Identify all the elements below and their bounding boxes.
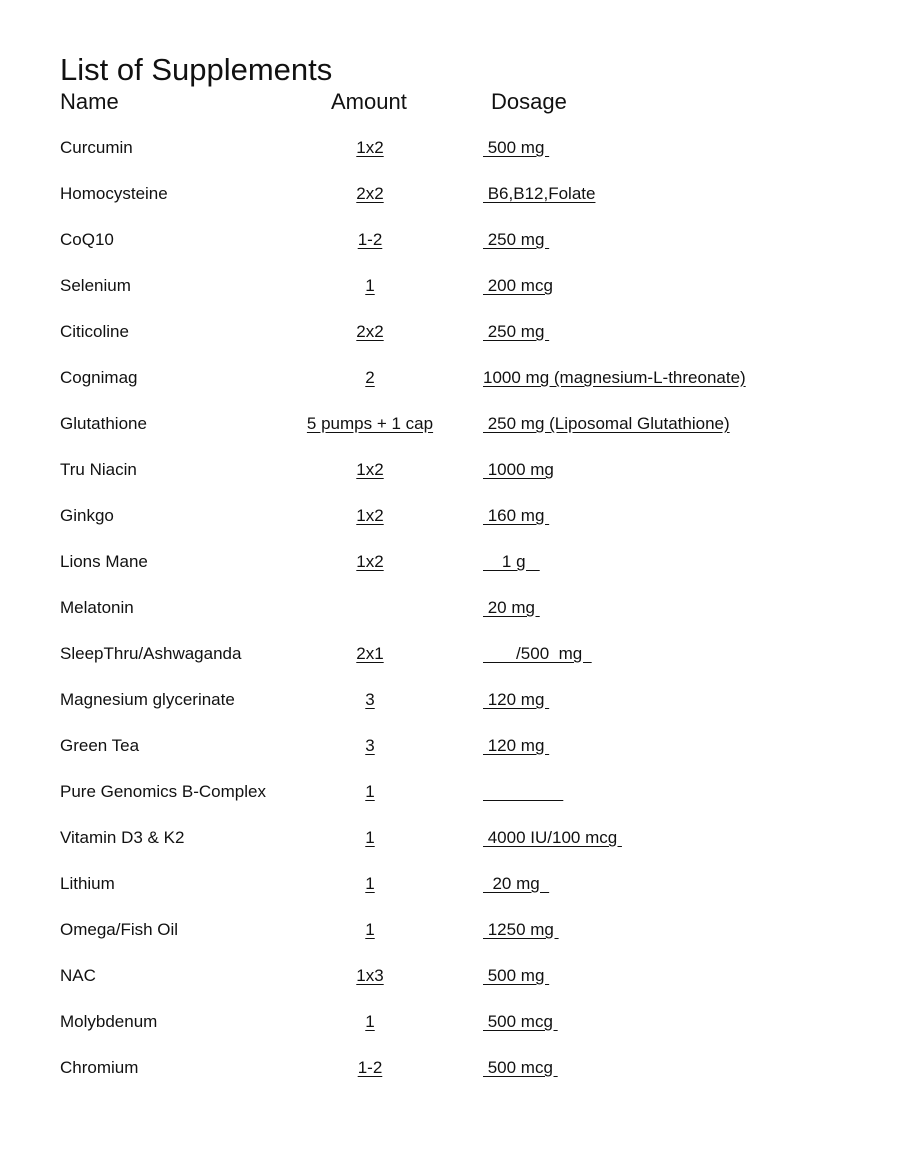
supplement-amount: 1 [365, 276, 375, 295]
supplement-name: Omega/Fish Oil [60, 920, 179, 939]
supplement-dosage: 120 mg [483, 736, 550, 755]
supplement-row [0, 735, 906, 759]
supplement-amount: 2x1 [356, 644, 384, 663]
supplement-dosage: 250 mg [483, 322, 550, 341]
supplement-name: Glutathione [60, 414, 147, 433]
supplement-dosage: 500 mg [483, 138, 550, 157]
supplement-name: Chromium [60, 1058, 139, 1077]
supplement-row [0, 1011, 906, 1035]
supplement-row [0, 689, 906, 713]
supplement-amount: 1 [365, 828, 375, 847]
supplement-amount: 1x2 [356, 138, 384, 157]
supplement-name: Ginkgo [60, 506, 114, 525]
supplement-name: Melatonin [60, 598, 134, 617]
supplement-row [0, 643, 906, 667]
supplement-amount: 1x2 [356, 460, 384, 479]
supplement-amount: 2 [365, 368, 375, 387]
page-title: List of Supplements [60, 52, 333, 87]
supplement-dosage: 200 mcg [483, 276, 553, 295]
supplement-name: Green Tea [60, 736, 140, 755]
supplement-amount: 1x3 [356, 966, 384, 985]
supplement-row [0, 551, 906, 575]
supplement-dosage: 500 mg [483, 966, 550, 985]
supplement-row [0, 597, 906, 621]
supplement-name: CoQ10 [60, 230, 114, 249]
supplement-amount: 3 [365, 736, 375, 755]
supplement-row [0, 873, 906, 897]
supplement-row [0, 919, 906, 943]
supplement-row [0, 505, 906, 529]
supplement-dosage: 250 mg [483, 230, 550, 249]
column-header-dosage: Dosage [491, 89, 567, 114]
supplement-name: Selenium [60, 276, 131, 295]
supplement-dosage: 500 mcg [483, 1012, 558, 1031]
supplement-row [0, 1057, 906, 1081]
supplement-dosage: 4000 IU/100 mcg [483, 828, 622, 847]
supplement-name: Lithium [60, 874, 115, 893]
supplement-name: Cognimag [60, 368, 138, 387]
column-header-name: Name [60, 89, 119, 114]
supplement-dosage: 20 mg [483, 874, 550, 893]
supplement-dosage: 500 mcg [483, 1058, 558, 1077]
supplement-dosage: 160 mg [483, 506, 550, 525]
supplement-dosage: 1000 mg [483, 460, 554, 479]
supplement-name: NAC [60, 966, 96, 985]
supplement-dosage [483, 781, 563, 803]
supplement-name: Magnesium glycerinate [60, 690, 235, 709]
supplement-amount: 1-2 [357, 1058, 383, 1077]
supplement-row [0, 459, 906, 483]
supplement-dosage: 1000 mg (magnesium-L-threonate) [483, 368, 746, 387]
supplement-dosage: /500 mg [483, 644, 592, 663]
supplement-name: Citicoline [60, 322, 129, 341]
supplement-dosage: 1 g [483, 552, 540, 571]
supplement-amount: 1 [365, 874, 375, 893]
supplement-amount: 1-2 [357, 230, 383, 249]
supplement-row [0, 321, 906, 345]
supplement-amount: 5 pumps + 1 cap [306, 414, 434, 433]
supplement-amount: 3 [365, 690, 375, 709]
supplement-amount: 1 [365, 1012, 375, 1031]
supplement-name: Tru Niacin [60, 460, 137, 479]
supplement-amount: 1x2 [356, 506, 384, 525]
supplement-row [0, 229, 906, 253]
supplement-dosage: B6,B12,Folate [483, 184, 596, 203]
supplement-name: Homocysteine [60, 184, 168, 203]
supplement-amount: 2x2 [356, 322, 384, 341]
supplement-dosage: 250 mg (Liposomal Glutathione) [483, 414, 730, 433]
supplement-amount: 1 [365, 920, 375, 939]
supplement-dosage: 20 mg [483, 598, 540, 617]
supplement-row [0, 827, 906, 851]
supplement-amount: 1 [365, 782, 375, 801]
supplement-row [0, 183, 906, 207]
supplement-row [0, 137, 906, 161]
supplement-row [0, 367, 906, 391]
supplement-name: Molybdenum [60, 1012, 158, 1031]
supplement-name: Curcumin [60, 138, 133, 157]
supplement-dosage: 1250 mg [483, 920, 559, 939]
supplement-name: Vitamin D3 & K2 [60, 828, 185, 847]
supplement-name: Lions Mane [60, 552, 148, 571]
supplement-row [0, 413, 906, 437]
supplement-name: Pure Genomics B-Complex [60, 782, 266, 801]
column-header-amount: Amount [331, 89, 407, 114]
supplement-row [0, 965, 906, 989]
supplement-row [0, 275, 906, 299]
supplement-row [0, 781, 906, 805]
supplement-name: SleepThru/Ashwaganda [60, 644, 242, 663]
supplement-amount: 1x2 [356, 552, 384, 571]
supplement-dosage: 120 mg [483, 690, 550, 709]
supplement-amount: 2x2 [356, 184, 384, 203]
